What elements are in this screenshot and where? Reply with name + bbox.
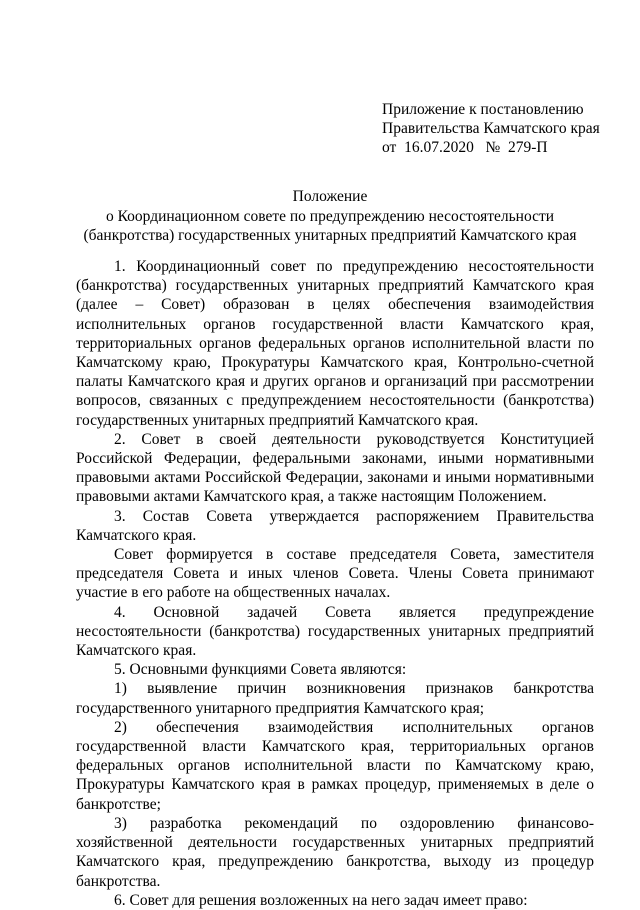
paragraph: [76, 507, 594, 545]
paragraph: [76, 430, 594, 507]
paragraph: [76, 660, 594, 679]
paragraph-text: 6. Совет для решения возложенных на него задач имеет право:: [114, 891, 528, 909]
appendix-line: Приложение к постановлению: [382, 101, 584, 118]
paragraph: [76, 545, 594, 603]
title-line: о Координационном совете по предупреждению несостоятельности: [105, 207, 555, 225]
paragraph: [76, 891, 594, 910]
list-item-text: 2) обеспечения взаимодействия исполнительных органов государственной власти Камчатского края, территориальных органов федеральных органов исполнительной власти по Камчатскому краю, Прокуратуры Камчатского края в рамках процедур, применяемых в деле о банкротстве;: [76, 718, 594, 813]
list-item: [76, 814, 594, 891]
paragraph: [76, 603, 594, 661]
title-line: (банкротства) государственных унитарных предприятий Камчатского края: [83, 227, 577, 244]
appendix-header: [382, 100, 632, 157]
paragraph-text: 3. Состав Совета утверждается распоряжением Правительства Камчатского края.: [76, 507, 594, 544]
document-body: [76, 257, 594, 910]
paragraph-text: Совет формируется в составе председателя Совета, заместителя председателя Совета и иных членов Совета. Члены Совета принимают участие в его работе на общественных началах.: [76, 546, 594, 602]
title-line: Положение: [292, 188, 368, 205]
paragraph-text: 2. Совет в своей деятельности руководствуется Конституцией Российской Федерации, федеральными законами, иными нормативными правовыми актами Российской Федерации, законами и иными нормативными правовыми актами Камчатского края, а также настоящим Положением.: [76, 430, 594, 506]
appendix-line: Правительства Камчатского края: [382, 120, 600, 137]
list-item: [76, 679, 594, 717]
paragraph-text: 5. Основными функциями Совета являются:: [114, 661, 407, 679]
list-item-text: 1) выявление причин возникновения признаков банкротства государственного унитарного предприятия Камчатского края;: [76, 680, 594, 717]
paragraph-text: 1. Координационный совет по предупреждению несостоятельности (банкротства) государственных унитарных предприятий Камчатского края (далее – Совет) образован в целях обеспечения взаимодействия исполнительных органов государственной власти Камчатского края, территориальных органов федеральных органов исполнительной власти по Камчатскому краю, Прокуратуры Камчатского края, Контрольно-счетной палаты Камчатского края и других органов и организаций при рассмотрении вопросов, связанных с предупреждением несостоятельности (банкротства) государственных унитарных предприятий Камчатского края.: [76, 258, 594, 429]
document-title: [60, 187, 600, 246]
list-item: [76, 718, 594, 814]
appendix-date-number: от 16.07.2020 № 279-П: [382, 139, 548, 156]
paragraph-text: 4. Основной задачей Совета является предупреждение несостоятельности (банкротства) государственных унитарных предприятий Камчатского края.: [76, 603, 594, 660]
list-item-text: 3) разработка рекомендаций по оздоровлению финансово-хозяйственной деятельности государственных унитарных предприятий Камчатского края, предупреждению банкротства, выходу из процедур банкротства.: [76, 814, 594, 890]
paragraph: [76, 257, 594, 430]
